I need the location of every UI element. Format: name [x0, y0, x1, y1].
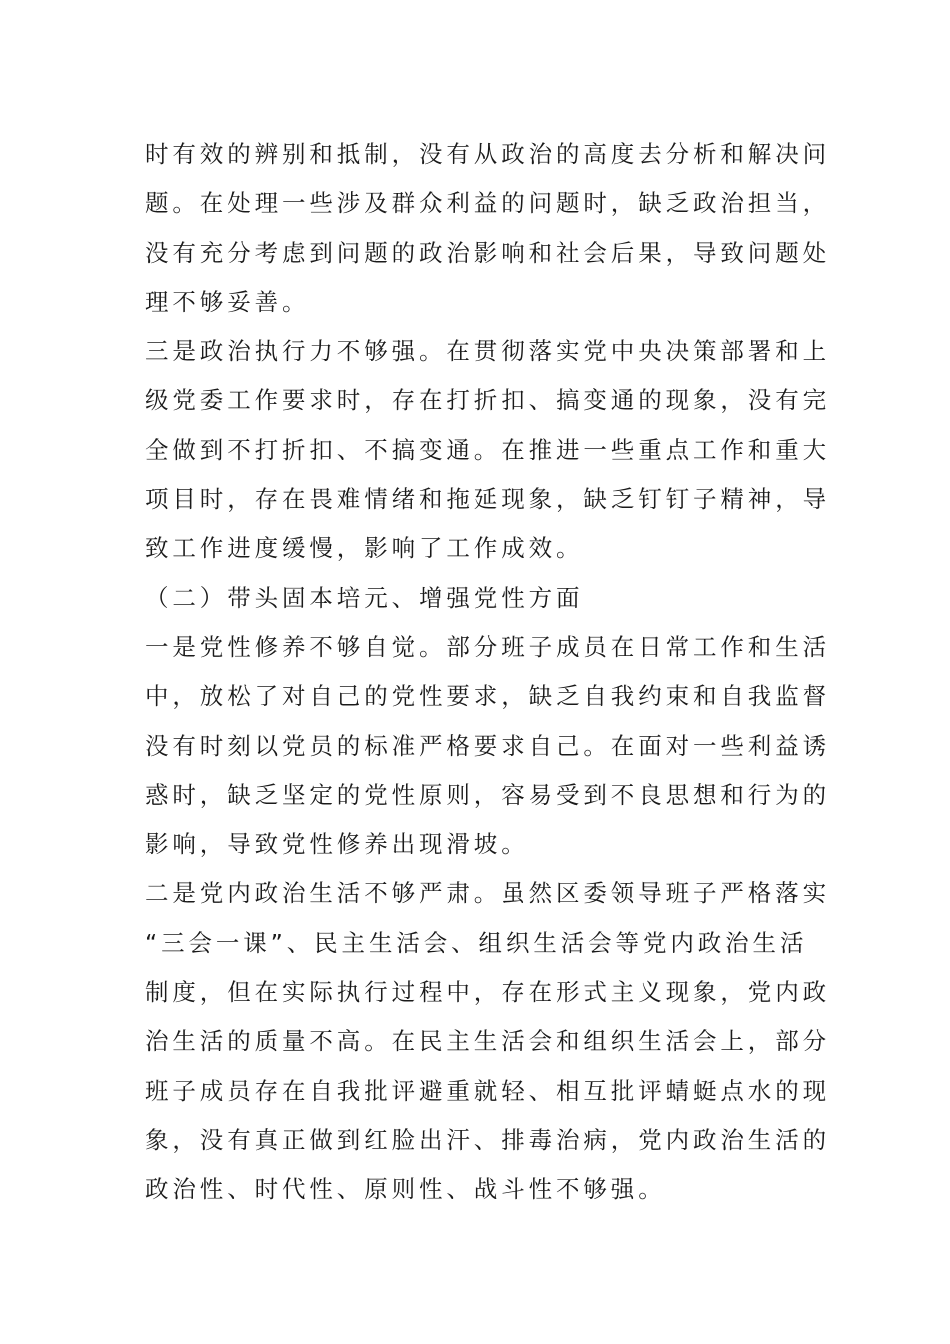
text-line: 全做到不打折扣、不搞变通。在推进一些重点工作和重大 — [145, 435, 830, 464]
text-line: 时有效的辨别和抵制，没有从政治的高度去分析和解决问 — [145, 140, 830, 168]
text-line: 项目时，存在畏难情绪和拖延现象，缺乏钉钉子精神，导 — [145, 485, 830, 514]
text-line: 班子成员存在自我批评避重就轻、相互批评蜻蜓点水的现 — [145, 1076, 830, 1105]
text-line: 致工作进度缓慢，影响了工作成效。 — [145, 534, 584, 563]
text-line: 理不够妥善。 — [145, 287, 310, 316]
paragraph-start-line: 二是党内政治生活不够严肃。虽然区委领导班子严格落实 — [145, 879, 830, 908]
paragraph-start-line: 三是政治执行力不够强。在贯彻落实党中央决策部署和上 — [145, 337, 830, 366]
text-line: 影响，导致党性修养出现滑坡。 — [145, 830, 529, 859]
text-line: 惑时，缺乏坚定的党性原则，容易受到不良思想和行为的 — [145, 780, 830, 809]
paragraph-start-line: 一是党性修养不够自觉。部分班子成员在日常工作和生活 — [145, 632, 830, 661]
text-line: “三会一课”、民主生活会、组织生活会等党内政治生活 — [145, 928, 808, 957]
text-line: 中，放松了对自己的党性要求，缺乏自我约束和自我监督 — [145, 682, 830, 711]
text-line: 级党委工作要求时，存在打折扣、搞变通的现象，没有完 — [145, 386, 830, 415]
section-heading: （二）带头固本培元、增强党性方面 — [145, 583, 584, 612]
text-line: 没有充分考虑到问题的政治影响和社会后果，导致问题处 — [145, 238, 830, 267]
document-body — [145, 130, 830, 1215]
text-line: 题。在处理一些涉及群众利益的问题时，缺乏政治担当， — [145, 189, 830, 218]
text-line: 象，没有真正做到红脸出汗、排毒治病，党内政治生活的 — [145, 1125, 830, 1154]
text-line: 治生活的质量不高。在民主生活会和组织生活会上，部分 — [145, 1027, 830, 1056]
text-line: 没有时刻以党员的标准严格要求自己。在面对一些利益诱 — [145, 731, 830, 760]
text-line: 政治性、时代性、原则性、战斗性不够强。 — [145, 1175, 666, 1204]
text-line: 制度，但在实际执行过程中，存在形式主义现象，党内政 — [145, 978, 830, 1007]
